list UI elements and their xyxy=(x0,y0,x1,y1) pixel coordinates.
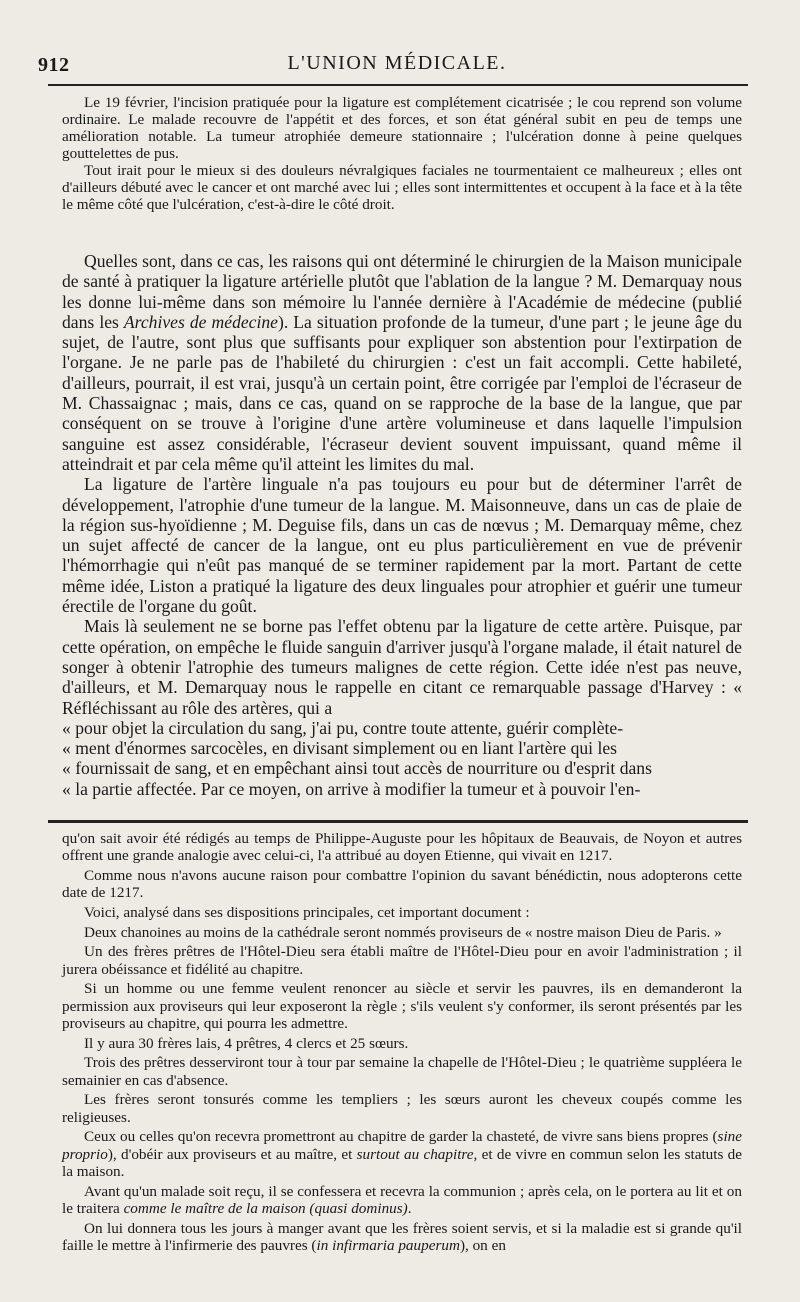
paragraph: Mais là seulement ne se borne pas l'effet obtenu par la ligature de cette artère. Puisque, par cette opération, on empêche le fluide sanguin d'arriver jusqu'à l'organe malade, il était naturel de songer à obtenir l'atrophie des tumeurs malignes de cette région. Cette idée n'est pas neuve, d'ailleurs, et M. Demarquay nous le rappelle en citant ce remarquable passage d'Harvey : « Réfléchissant au rôle des artères, qui a xyxy=(62,616,742,718)
italic-phrase: surtout au chapitre xyxy=(356,1145,474,1163)
text-run: ). La situation profonde de la tumeur, d'une part ; le jeune âge du sujet, de l'autre, sont plus que suffisants pour expliquer son abstention pour l'extirpation de l'organe. Je ne parle pas de l'habileté du chirurgien : c'est un fait accompli. Cette habileté, d'ailleurs, pourrait, il est vrai, jusqu'à un certain point, être corrigée par l'emploi de l'écraseur de M. Chassaignac ; mais, dans ce cas, quand on se rapproche de la base de la langue, que par conséquent on se trouve à l'origine d'une artère volumineuse et dans laquelle l'impulsion sanguine est assez considérable, l'écraseur devient souvent impuissant, quand même il atteindrait et par cela même qu'il atteint les limites du mal. xyxy=(62,311,742,474)
running-title: L'UNION MÉDICALE. xyxy=(287,52,507,74)
footnote-paragraph: Deux chanoines au moins de la cathédrale seront nommés proviseurs de « nostre maison Dieu de Paris. » xyxy=(84,923,722,941)
paragraph: Tout irait pour le mieux si des douleurs névralgiques faciales ne tourmentaient ce malheureux ; elles ont d'ailleurs débuté avec le cancer et ont marché avec lui ; elles sont intermittentes et occupent à la face et à la tête le même côté que l'ulcération, c'est-à-dire le côté droit. xyxy=(62,162,742,213)
quote-line: « pour objet la circulation du sang, j'ai pu, contre toute attente, guérir complète- xyxy=(62,717,624,738)
footnotes xyxy=(62,830,742,1257)
text-run: Ceux ou celles qu'on recevra promettront au chapitre de garder la chasteté, de vivre sans biens propres ( xyxy=(84,1128,718,1146)
quote-line: « ment d'énormes sarcocèles, en divisant simplement ou en liant l'artère qui les xyxy=(62,738,618,759)
text-run: , et de vivre en commun selon les statuts de la maison. xyxy=(62,1145,743,1180)
main-text xyxy=(62,251,742,799)
text-run: On lui donnera tous les jours à manger avant que les frères soient servis, et si la maladie est si grande qu'il faille le mettre à l'infirmerie des pauvres ( xyxy=(62,1219,742,1254)
footnote-paragraph: Si un homme ou une femme veulent renoncer au siècle et servir les pauvres, ils en demanderont la permission aux proviseurs qui leur exposeront la règle ; s'ils veulent s'y conformer, ils seront présentés par les proviseurs au chapitre, qui pourra les admettre. xyxy=(62,980,742,1032)
page-number: 912 xyxy=(38,54,70,76)
footnote-rule xyxy=(48,820,748,823)
paragraph xyxy=(62,251,742,474)
latin-phrase: sine proprio xyxy=(62,1128,742,1163)
footnote-paragraph xyxy=(62,1220,742,1255)
italic-phrase: comme le maître de la maison (quasi dominus) xyxy=(123,1200,408,1217)
footnote-paragraph xyxy=(62,1128,742,1180)
footnote-paragraph: Les frères seront tonsurés comme les templiers ; les sœurs auront les cheveux coupés comme les religieuses. xyxy=(62,1091,742,1126)
page-header xyxy=(38,46,756,82)
text-run: ), on en xyxy=(459,1237,506,1254)
footnote-paragraph: qu'on sait avoir été rédigés au temps de Philippe-Auguste pour les hôpitaux de Beauvais, de Noyon et autres offrent une grande analogie avec celui-ci, l'a attribué au doyen Etienne, qui vivait en 1217. xyxy=(62,830,742,865)
text-run: . xyxy=(407,1200,412,1217)
footnote-paragraph: Voici, analysé dans ses dispositions principales, cet important document : xyxy=(84,904,530,921)
latin-phrase: in infirmaria pauperum xyxy=(316,1237,460,1254)
header-rule xyxy=(48,84,748,86)
case-observation xyxy=(62,94,742,213)
footnote-paragraph: Trois des prêtres desserviront tour à tour par semaine la chapelle de l'Hôtel-Dieu ; le quatrième suppléera le semainier en cas d'absence. xyxy=(62,1054,742,1089)
footnote-paragraph: Un des frères prêtres de l'Hôtel-Dieu sera établi maître de l'Hôtel-Dieu pour en avoir l'administration ; il jurera obéissance et fidélité au chapitre. xyxy=(62,943,742,978)
footnote-paragraph xyxy=(62,1183,742,1218)
footnote-paragraph: Comme nous n'avons aucune raison pour combattre l'opinion du savant bénédictin, nous adopterons cette date de 1217. xyxy=(62,867,742,902)
text-run: Avant qu'un malade soit reçu, il se confessera et recevra la communion ; après cela, on le portera au lit et on le traitera xyxy=(62,1182,742,1217)
paragraph: Le 19 février, l'incision pratiquée pour la ligature est complétement cicatrisée ; le cou reprend son volume ordinaire. Le malade recouvre de l'appétit et des forces, et son état général subit en peu de temps une amélioration notable. La tumeur atrophiée demeure stationnaire ; l'ulcération donne à peine quelques gouttelettes de pus. xyxy=(62,94,742,162)
text-run: ), d'obéir aux proviseurs et au maître, et xyxy=(107,1145,357,1163)
paragraph: La ligature de l'artère linguale n'a pas toujours eu pour but de déterminer l'arrêt de développement, l'atrophie d'une tumeur de la langue. M. Maisonneuve, dans un cas de plaie de la région sus-hyoïdienne ; M. Deguise fils, dans un cas de nœvus ; M. Demarquay même, chez un sujet affecté de cancer de la langue, ont eu plus particulièrement en vue de prévenir l'hémorrhagie qui n'eût pas manqué de se terminer rapidement par la mort. Partant de cette même idée, Liston a pratiqué la ligature des deux linguales pour atrophier et guérir une tumeur érectile de l'organe du goût. xyxy=(62,474,742,617)
quote-line: « fournissait de sang, et en empêchant ainsi tout accès de nourriture ou d'esprit dans xyxy=(62,758,652,779)
footnote-paragraph: Il y aura 30 frères lais, 4 prêtres, 4 clercs et 25 sœurs. xyxy=(84,1034,409,1052)
text-run: Quelles sont, dans ce cas, les raisons qui ont déterminé le chirurgien de la Maison municipale de santé à pratiquer la ligature artérielle plutôt que l'ablation de la langue ? M. Demarquay nous les donne lui-même dans son mémoire lu l'année dernière à l'Académie de médecine (publié dans les xyxy=(62,251,742,332)
quote-line: « la partie affectée. Par ce moyen, on arrive à modifier la tumeur et à pouvoir l'en- xyxy=(62,778,641,799)
journal-title: Archives de médecine xyxy=(123,311,278,332)
